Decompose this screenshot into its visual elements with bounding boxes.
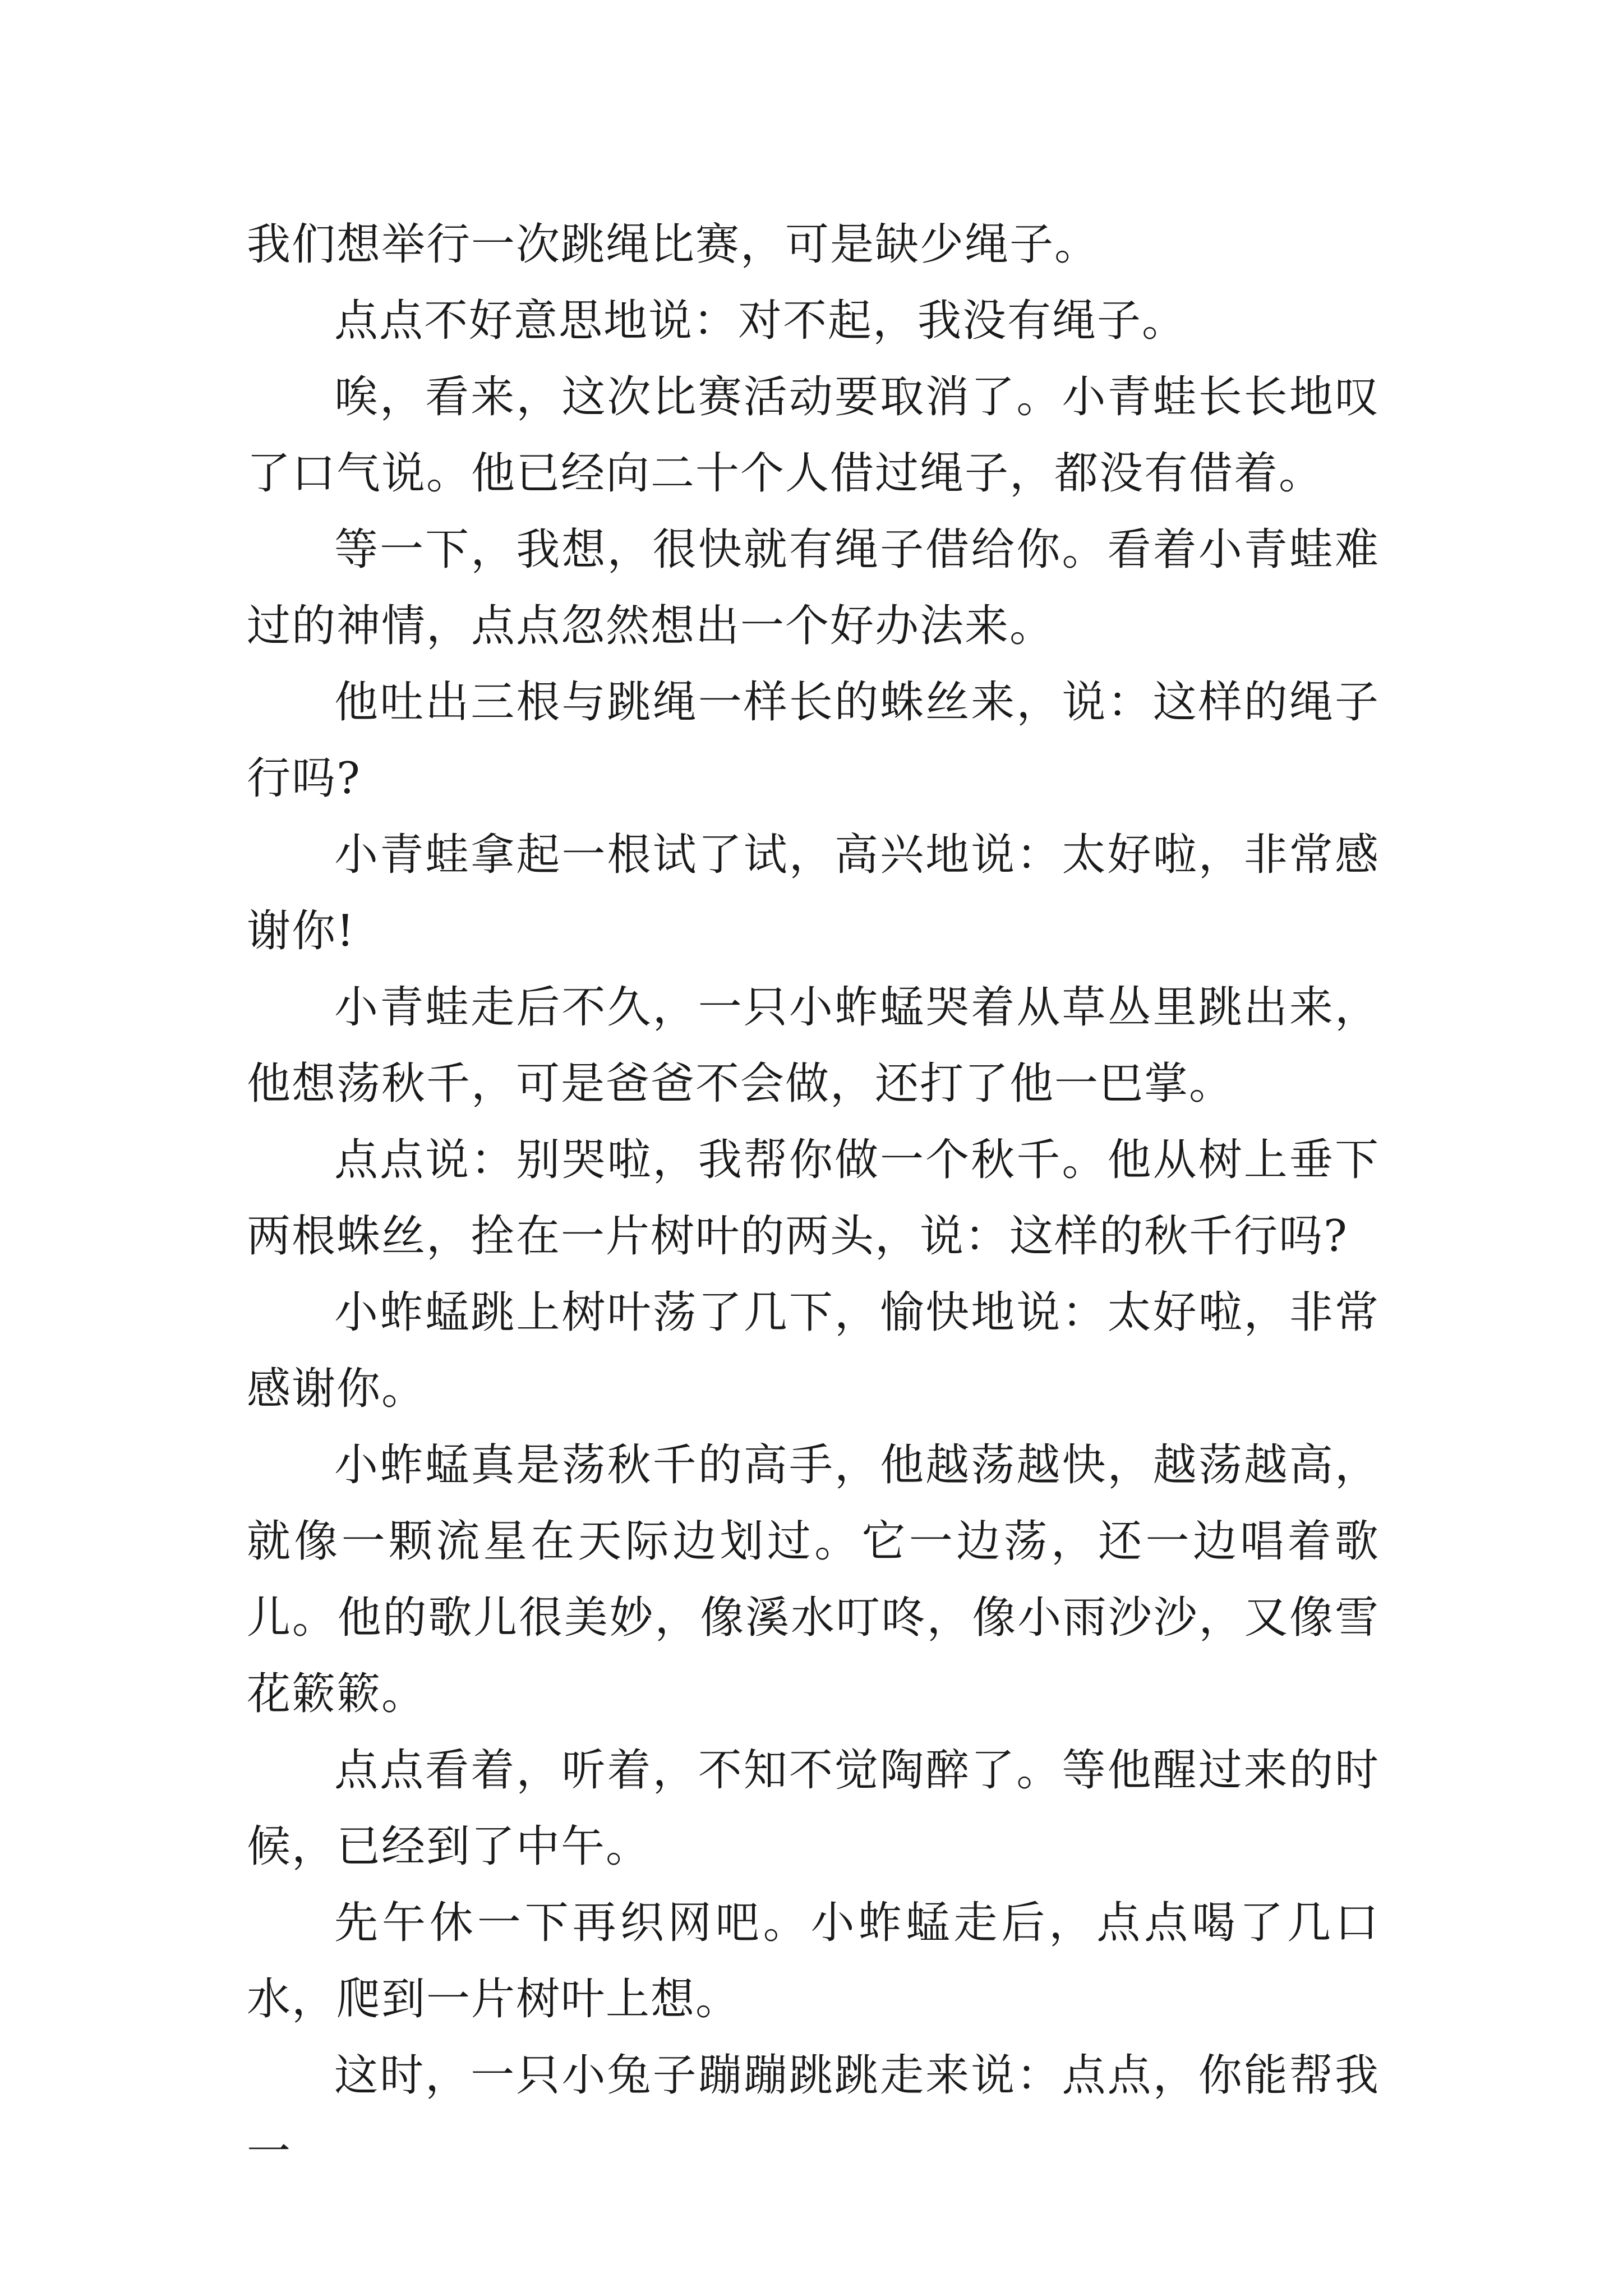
paragraph-8: 点点说：别哭啦，我帮你做一个秋千。他从树上垂下两根蛛丝，拴在一片树叶的两头，说：这样的秋千行吗? [247, 1135, 1380, 1262]
paragraph-6: 小青蛙拿起一根试了试，高兴地说：太好啦，非常感谢你! [247, 830, 1380, 956]
paragraph-12: 先午休一下再织网吧。小蚱蜢走后，点点喝了几口水，爬到一片树叶上想。 [247, 1898, 1380, 2024]
paragraph-10: 小蚱蜢真是荡秋千的高手，他越荡越快，越荡越高，就像一颗流星在天际边划过。它一边荡，还一边唱着歌儿。他的歌儿很美妙，像溪水叮咚，像小雨沙沙，又像雪花簌簌。 [247, 1440, 1380, 1719]
paragraph-11: 点点看着，听着，不知不觉陶醉了。等他醒过来的时候，已经到了中午。 [247, 1745, 1380, 1872]
paragraph-3: 唉，看来，这次比赛活动要取消了。小青蛙长长地叹了口气说。他已经向二十个人借过绳子，都没有借着。 [247, 372, 1380, 499]
paragraph-5: 他吐出三根与跳绳一样长的蛛丝来，说：这样的绳子行吗? [247, 677, 1380, 804]
document-body [247, 0, 1380, 2190]
paragraph-1: 我们想举行一次跳绳比赛，可是缺少绳子。 [247, 219, 1100, 270]
paragraph-9: 小蚱蜢跳上树叶荡了几下，愉快地说：太好啦，非常感谢你。 [247, 1287, 1380, 1414]
paragraph-4: 等一下，我想，很快就有绳子借给你。看着小青蛙难过的神情，点点忽然想出一个好办法来。 [247, 524, 1380, 651]
paragraph-7: 小青蛙走后不久，一只小蚱蜢哭着从草丛里跳出来，他想荡秋千，可是爸爸不会做，还打了他一巴掌。 [247, 982, 1380, 1109]
paragraph-2: 点点不好意思地说：对不起，我没有绳子。 [334, 296, 1187, 346]
paragraph-13: 这时，一只小兔子蹦蹦跳跳走来说：点点，你能帮我一 [247, 2050, 1380, 2177]
